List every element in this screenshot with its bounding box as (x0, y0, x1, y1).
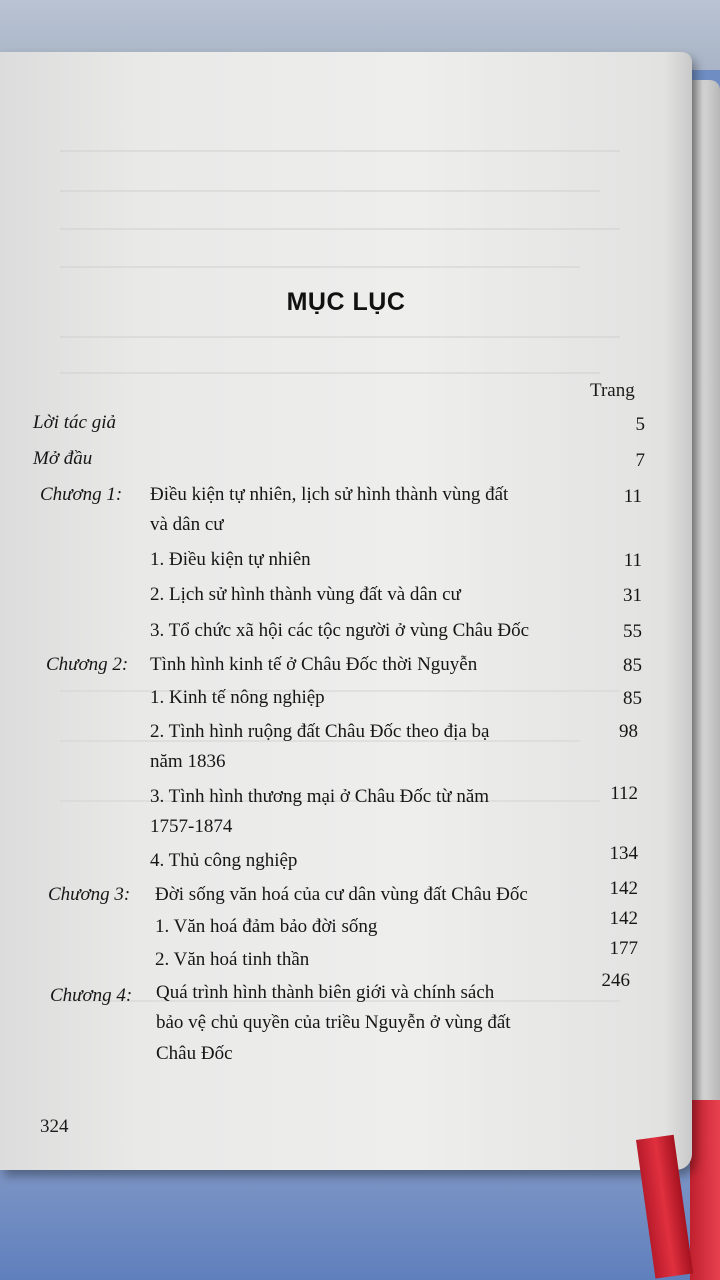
section-3-2-page: 177 (609, 938, 638, 959)
page-edge-stack (692, 80, 720, 1140)
chapter-4-page: 246 (601, 970, 630, 991)
chapter-1-title-cont: và dân cư (150, 514, 224, 535)
section-3-1-page: 142 (609, 908, 638, 929)
chapter-3-label: Chương 3: (48, 884, 131, 905)
chapter-1-page: 11 (623, 486, 642, 507)
page-number: 324 (40, 1116, 69, 1137)
section-1-1: 1. Điều kiện tự nhiên (150, 549, 311, 570)
chapter-1-title: Điều kiện tự nhiên, lịch sử hình thành vùng đất (150, 484, 509, 505)
section-1-2: 2. Lịch sử hình thành vùng đất và dân cư (150, 584, 461, 605)
chapter-2-title: Tình hình kinh tế ở Châu Đốc thời Nguyễn (150, 654, 478, 675)
section-2-3-page: 112 (610, 783, 638, 804)
chapter-4-label: Chương 4: (50, 985, 133, 1006)
section-2-3: 3. Tình hình thương mại ở Châu Đốc từ năm (150, 786, 490, 807)
chapter-4-title-cont: bảo vệ chủ quyền của triều Nguyễn ở vùng đất (156, 1012, 511, 1033)
section-3-2: 2. Văn hoá tinh thần (155, 949, 310, 970)
chapter-1-label: Chương 1: (40, 484, 123, 505)
page-column-label: Trang (590, 380, 635, 401)
entry-preface-label: Lời tác giả (33, 412, 116, 433)
section-2-3-cont: 1757-1874 (150, 816, 233, 837)
section-2-4-page: 134 (609, 843, 638, 864)
section-2-2-cont: năm 1836 (150, 751, 226, 772)
chapter-3-page: 142 (609, 878, 638, 899)
entry-intro-page: 7 (635, 450, 645, 471)
section-1-3: 3. Tổ chức xã hội các tộc người ở vùng Châu Đốc (150, 620, 530, 641)
toc-title: MỤC LỤC (286, 288, 406, 316)
section-1-2-page: 31 (623, 585, 642, 606)
entry-preface-page: 5 (635, 414, 645, 435)
section-1-3-page: 55 (623, 621, 642, 642)
chapter-2-label: Chương 2: (46, 654, 129, 675)
chapter-3-title: Đời sống văn hoá của cư dân vùng đất Châu Đốc (155, 884, 528, 905)
chapter-4-title: Quá trình hình thành biên giới và chính sách (156, 982, 495, 1003)
section-3-1: 1. Văn hoá đảm bảo đời sống (155, 916, 378, 937)
section-2-1-page: 85 (623, 688, 642, 709)
section-2-4: 4. Thủ công nghiệp (150, 850, 298, 871)
section-2-1: 1. Kinh tế nông nghiệp (150, 687, 325, 708)
entry-intro-label: Mở đầu (33, 448, 93, 469)
section-2-2: 2. Tình hình ruộng đất Châu Đốc theo địa bạ (150, 721, 490, 742)
chapter-4-title-cont2: Châu Đốc (156, 1043, 233, 1064)
section-2-2-page: 98 (619, 721, 638, 742)
backdrop-bottom (0, 1160, 720, 1280)
bookmark-ribbon-right (690, 1100, 720, 1280)
chapter-2-page: 85 (623, 655, 642, 676)
section-1-1-page: 11 (623, 550, 642, 571)
